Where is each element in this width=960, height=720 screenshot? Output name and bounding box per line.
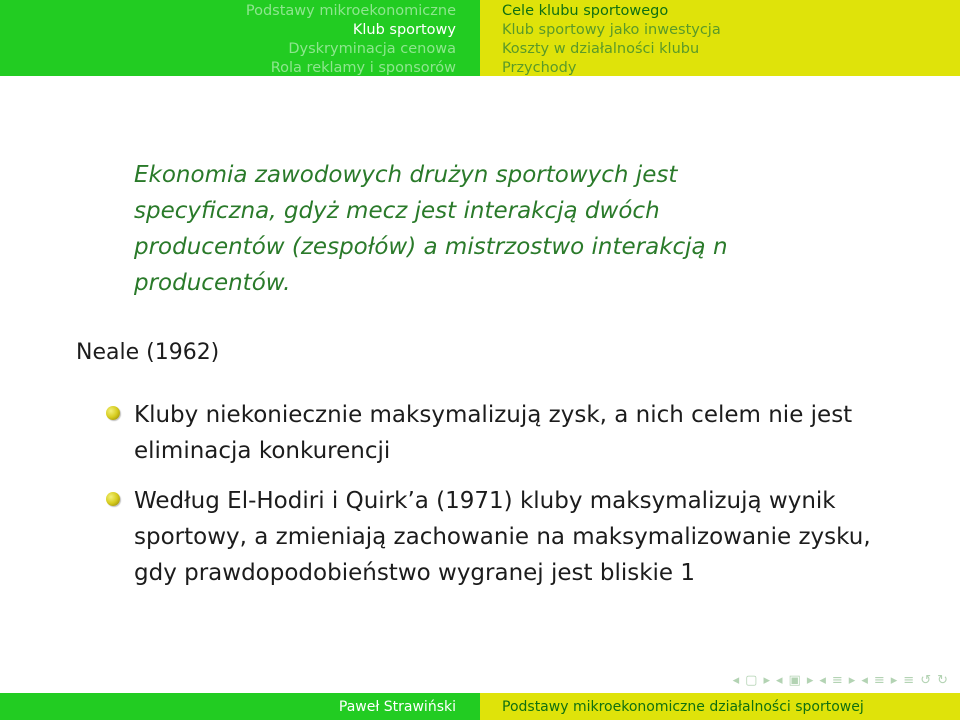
- nav-document-icon[interactable]: ≡: [903, 672, 915, 688]
- bullet-text: Według El-Hodiri i Quirk’a (1971) kluby maksymalizują wynik sportowy, a zmieniają zachowanie na maksymalizowanie zysku, gdy prawdopodobieństwo wygranej jest bliskie 1: [134, 488, 871, 586]
- header-subsection-3[interactable]: Koszty w działalności klubu: [502, 41, 700, 57]
- bullet-item: [104, 397, 904, 469]
- footer-author: Paweł Strawiński: [0, 693, 480, 720]
- navigation-symbols: [733, 670, 948, 690]
- nav-prev-icon[interactable]: ◂: [819, 672, 826, 688]
- nav-prev-icon[interactable]: ◂: [775, 672, 783, 688]
- header-section-2[interactable]: Klub sportowy: [352, 22, 456, 38]
- bullet-ball-icon: [106, 492, 120, 506]
- header-subsection-2[interactable]: Klub sportowy jako inwestycja: [502, 22, 721, 38]
- bullet-list: [104, 397, 904, 605]
- citation: Neale (1962): [76, 340, 220, 365]
- nav-forward-icon[interactable]: ↻: [937, 672, 948, 688]
- header-sections: [0, 0, 480, 76]
- nav-next-icon[interactable]: ▸: [763, 672, 770, 688]
- nav-subsection-icon[interactable]: ≡: [831, 672, 843, 688]
- nav-prev-icon[interactable]: ◂: [861, 672, 868, 688]
- nav-section-icon[interactable]: ≡: [873, 672, 885, 688]
- quote-text: Ekonomia zawodowych drużyn sportowych jest specyficzna, gdyż mecz jest interakcją dwóch producentów (zespołów) a mistrzostwo interakcją n producentów.: [134, 162, 728, 296]
- nav-back-icon[interactable]: ↺: [920, 672, 932, 688]
- footer-bar: [0, 693, 960, 720]
- header-section-1[interactable]: Podstawy mikroekonomiczne: [245, 3, 456, 19]
- bullet-text: Kluby niekoniecznie maksymalizują zysk, a nich celem nie jest eliminacja konkurencji: [134, 402, 853, 464]
- header-bar: [0, 0, 960, 76]
- nav-next-icon[interactable]: ▸: [806, 672, 814, 688]
- header-subsection-1[interactable]: Cele klubu sportowego: [502, 3, 669, 19]
- bullet-ball-icon: [106, 406, 120, 420]
- header-section-3[interactable]: Dyskryminacja cenowa: [288, 41, 456, 57]
- footer-title: Podstawy mikroekonomiczne działalności sportowej: [480, 693, 960, 720]
- header-section-4[interactable]: Rola reklamy i sponsorów: [270, 60, 456, 76]
- nav-next-icon[interactable]: ▸: [890, 672, 898, 688]
- nav-slide-icon[interactable]: ▣: [788, 672, 801, 688]
- nav-frame-icon[interactable]: ▢: [745, 672, 758, 688]
- header-subsection-4[interactable]: Przychody: [502, 60, 577, 76]
- bullet-item: [104, 483, 904, 591]
- nav-prev-icon[interactable]: ◂: [732, 672, 740, 688]
- nav-next-icon[interactable]: ▸: [848, 672, 856, 688]
- header-subsections: [480, 0, 960, 76]
